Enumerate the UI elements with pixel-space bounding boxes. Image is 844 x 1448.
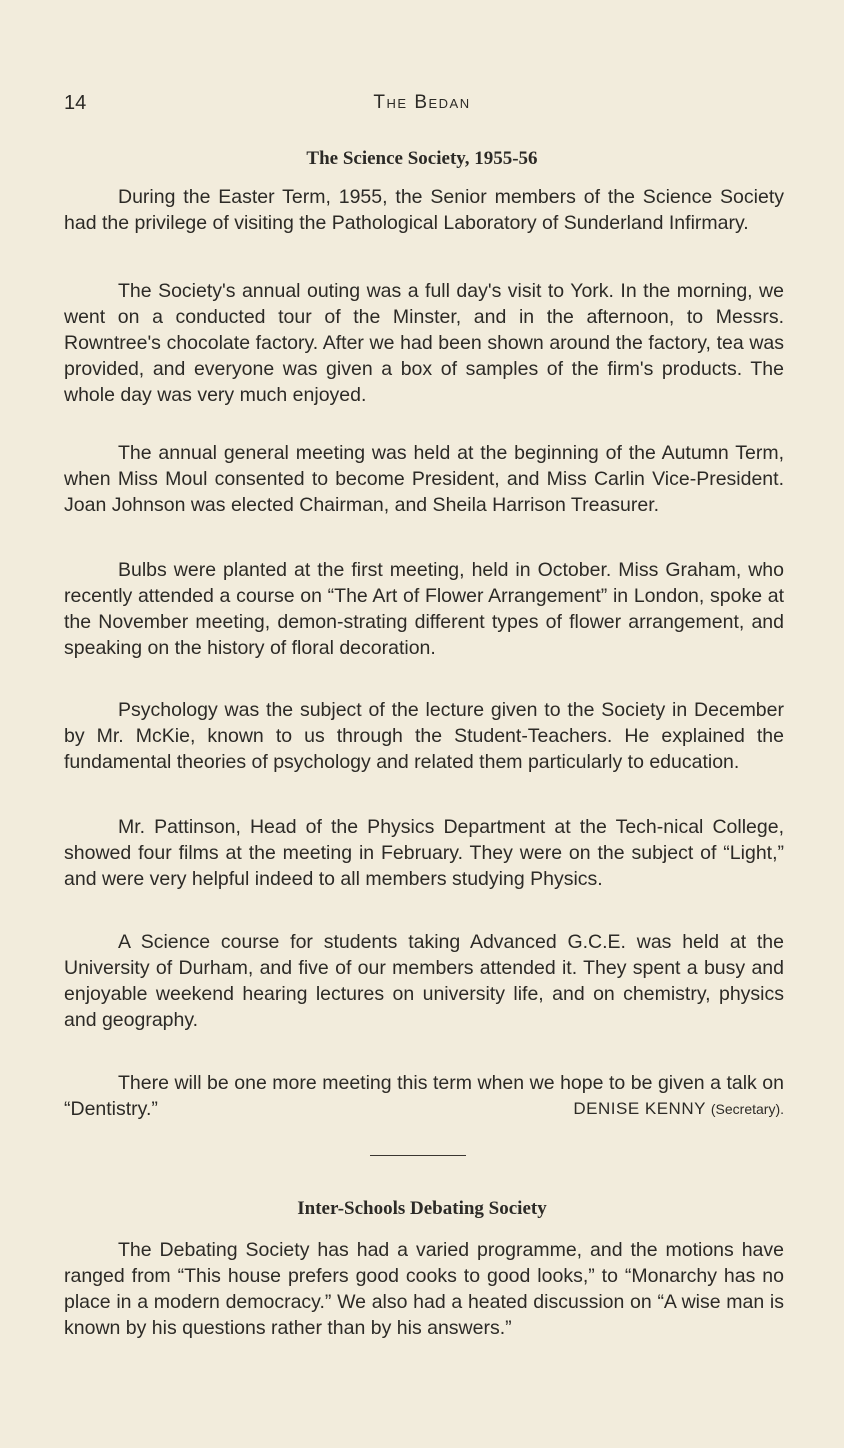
running-head xyxy=(0,92,844,122)
page-number: 14 xyxy=(64,92,87,114)
debating-paragraph-1: The Debating Society has had a varied programme, and the motions have ranged from “This house prefers good cooks to good looks,” to “Monarchy has no place in a modern democracy.” We also had a heated discussion on “A wise man is known by his questions rather than by his answers.” xyxy=(64,1239,784,1339)
signature xyxy=(573,1096,784,1122)
science-paragraph-3: The annual general meeting was held at the beginning of the Autumn Term, when Miss Moul consented to become President, and Miss Carlin Vice-President. Joan Johnson was elected Chairman, and Sheila Harrison Treasurer. xyxy=(64,442,784,516)
debating-society-heading: Inter-Schools Debating Society xyxy=(297,1198,547,1219)
science-society-heading: The Science Society, 1955-56 xyxy=(306,148,538,169)
science-paragraph-1: During the Easter Term, 1955, the Senior members of the Science Society had the privilege of visiting the Pathological Laboratory of Sunderland Infirmary. xyxy=(64,186,784,234)
signature-name: DENISE KENNY xyxy=(573,1099,706,1118)
science-paragraph-6: Mr. Pattinson, Head of the Physics Department at the Tech-nical College, showed four films at the meeting in February. They were on the subject of “Light,” and were very helpful indeed to all members studying Physics. xyxy=(64,816,784,890)
science-paragraph-2: The Society's annual outing was a full day's visit to York. In the morning, we went on a conducted tour of the Minster, and in the afternoon, to Messrs. Rowntree's chocolate factory. After we had been shown around the factory, tea was provided, and everyone was given a box of samples of the firm's products. The whole day was very much enjoyed. xyxy=(64,280,784,406)
signature-role: (Secretary). xyxy=(710,1101,784,1117)
section-divider xyxy=(370,1155,466,1156)
journal-title: The Bedan xyxy=(373,92,471,113)
science-paragraph-4: Bulbs were planted at the first meeting, held in October. Miss Graham, who recently attended a course on “The Art of Flower Arrangement” in London, spoke at the November meeting, demon-strating different types of flower arrangement, and speaking on the history of floral decoration. xyxy=(64,559,784,659)
science-paragraph-8-text: There will be one more meeting this term when we hope to be given a talk on “Dentistry.” xyxy=(64,1072,784,1120)
science-paragraph-5: Psychology was the subject of the lecture given to the Society in December by Mr. McKie, known to us through the Student-Teachers. He explained the fundamental theories of psychology and related them particularly to education. xyxy=(64,699,784,773)
science-paragraph-7: A Science course for students taking Advanced G.C.E. was held at the University of Durham, and five of our members attended it. They spent a busy and enjoyable weekend hearing lectures on university life, and on chemistry, physics and geography. xyxy=(64,931,784,1031)
science-paragraph-8 xyxy=(64,1070,784,1122)
